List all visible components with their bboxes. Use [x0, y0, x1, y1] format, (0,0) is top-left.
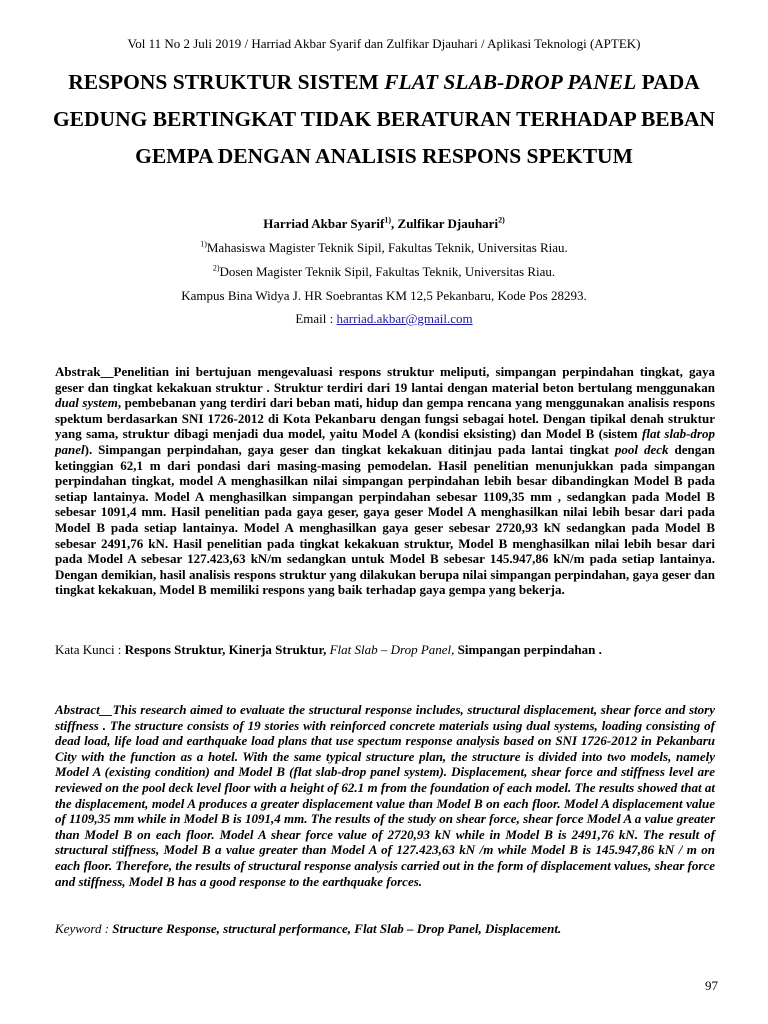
- page-number: 97: [705, 978, 718, 993]
- email-line: [0, 311, 768, 327]
- abstract-indonesian: [55, 364, 715, 598]
- title-part-1: RESPONS STRUKTUR SISTEM: [68, 70, 385, 94]
- author-name: Harriad Akbar Syarif: [263, 216, 385, 231]
- abstract-text: ). Simpangan perpindahan, gaya geser dan tingkat kekakuan ditinjau pada lantai tingkat: [84, 441, 615, 457]
- abstract-term: pool deck: [614, 441, 669, 457]
- author-name: Zulfikar Djauhari: [397, 216, 499, 231]
- abstract-term: flat slab-drop panel: [55, 426, 715, 457]
- author-affiliation-mark: 1): [384, 215, 392, 225]
- title-part-3: PADA GEDUNG BERTINGKAT TIDAK BERATURAN TERHADAP BEBAN GEMPA DENGAN ANALISIS RESPONS SPEKTUM: [52, 70, 716, 168]
- keywords-english: [55, 921, 715, 937]
- author-separator: ,: [391, 216, 398, 231]
- abstract-term: dual system: [55, 395, 118, 411]
- keywords-value: Structure Response, structural performance, Flat Slab – Drop Panel, Displacement.: [112, 921, 562, 936]
- keywords-label: Kata Kunci :: [55, 642, 125, 657]
- abstract-text: Abstrak__Penelitian ini bertujuan mengevaluasi respons struktur meliputi, simpangan perpindahan tingkat, gaya geser dan tingkat kekakuan struktur . Struktur terdiri dari 19 lantai dengan material beton bertulang menggunakan: [55, 364, 715, 395]
- keywords-label: Keyword :: [55, 921, 113, 936]
- affiliation-text: Mahasiswa Magister Teknik Sipil, Fakultas Teknik, Universitas Riau.: [206, 240, 568, 255]
- affiliation-mark: 2): [212, 263, 220, 273]
- affiliation-2: [0, 264, 768, 280]
- author-list: [0, 216, 768, 232]
- keywords-value: Simpangan perpindahan .: [454, 642, 602, 657]
- paper-title: [30, 64, 738, 175]
- keywords-indonesian: [55, 642, 715, 658]
- affiliation-mark: 1): [200, 239, 207, 249]
- abstract-text: , pembebanan yang terdiri dari beban mati, hidup dan gempa rencana yang menggunakan analisis respons spektum berdasarkan SNI 1726-2012 di Kota Pekanbaru dengan fungsi sebagai hotel. Dengan tipikal denah struktur yang sama, struktur dibagi menjadi dua model, yaitu Model A (kondisi eksisting) dan Model B (sistem: [55, 395, 715, 442]
- title-part-2: FLAT SLAB-DROP PANEL: [384, 70, 637, 94]
- affiliation-1: [0, 240, 768, 256]
- email-label: Email :: [295, 311, 337, 326]
- keywords-value-italic: Flat Slab – Drop Panel,: [329, 642, 455, 657]
- affiliation-text: Dosen Magister Teknik Sipil, Fakultas Teknik, Universitas Riau.: [219, 264, 556, 279]
- email-link[interactable]: harriad.akbar@gmail.com: [336, 311, 473, 326]
- abstract-english: Abstract__This research aimed to evaluate the structural response includes, structural displacement, shear force and story stiffness . The structure consists of 19 stories with reinforced concrete materials using dual systems, loading consisting of dead load, life load and earthquake load plans that use spectum response analysis based on SNI 1726-2012 in Pekanbaru City with the function as a hotel. With the same typical structure plan, the structure is divided into two models, namely Model A (existing condition) and Model B (flat slab-drop panel system). Displacement, shear force and stiffness level are reviewed on the pool deck level floor with a height of 62.1 m from the foundation of each model. The results showed that at the displacement, model A produces a greater displacement value than Model B on each floor. Model A displacement value of 1109,35 mm while in Model B is 1091,4 mm. The results of the study on shear force, shear force Model A a value greater than Model B on each floor. Model A shear force value of 2720,93 kN while in Model B is 2491,76 kN. The result of structural stiffness, Model B a value greater than Model A of 127.423,63 kN /m while Model B is 145.947,86 kN / m on each floor. Therefore, the results of structural response analysis carried out in the form of displacement values, shear force and stiffness, Model B has a good response to the earthquake forces.: [55, 702, 715, 889]
- author-affiliation-mark: 2): [498, 215, 505, 225]
- running-head: Vol 11 No 2 Juli 2019 / Harriad Akbar Syarif dan Zulfikar Djauhari / Aplikasi Teknologi (APTEK): [127, 36, 641, 51]
- postal-address: Kampus Bina Widya J. HR Soebrantas KM 12,5 Pekanbaru, Kode Pos 28293.: [181, 288, 587, 303]
- keywords-value: Respons Struktur, Kinerja Struktur,: [124, 642, 330, 657]
- abstract-text: dengan ketinggian 62,1 m dari pondasi dari masing-masing pemodelan. Hasil penelitian menunjukkan pada simpangan perpindahan tingkat, model A menghasilkan nilai simpangan perpindahan lebih besar dibandingkan Model B pada setiap lantainya. Model A menghasilkan simpangan perpindahan sebesar 1109,35 mm , sedangkan pada Model B sebesar 1091,4 mm. Hasil penelitian pada gaya geser, gaya geser Model A menghasilkan nilai lebih besar dari pada Model B pada setiap lantainya. Model A menghasilkan gaya geser sebesar 2720,93 kN sedangkan pada Model B sebesar 2491,76 kN. Hasil penelitian pada tingkat kekakuan struktur, Model B menghasilkan nilai lebih besar dari pada Model A sebesar 127.423,63 kN/m sedangkan untuk Model B sebesar 145.947,86 kN/m pada setiap lantainya. Dengan demikian, hasil analisis respons struktur yang dilakukan berupa nilai simpangan perpindahan, gaya geser dan tingkat kekakuan, Model B memiliki respons yang baik terhadap gaya gempa yang bekerja.: [55, 441, 716, 598]
